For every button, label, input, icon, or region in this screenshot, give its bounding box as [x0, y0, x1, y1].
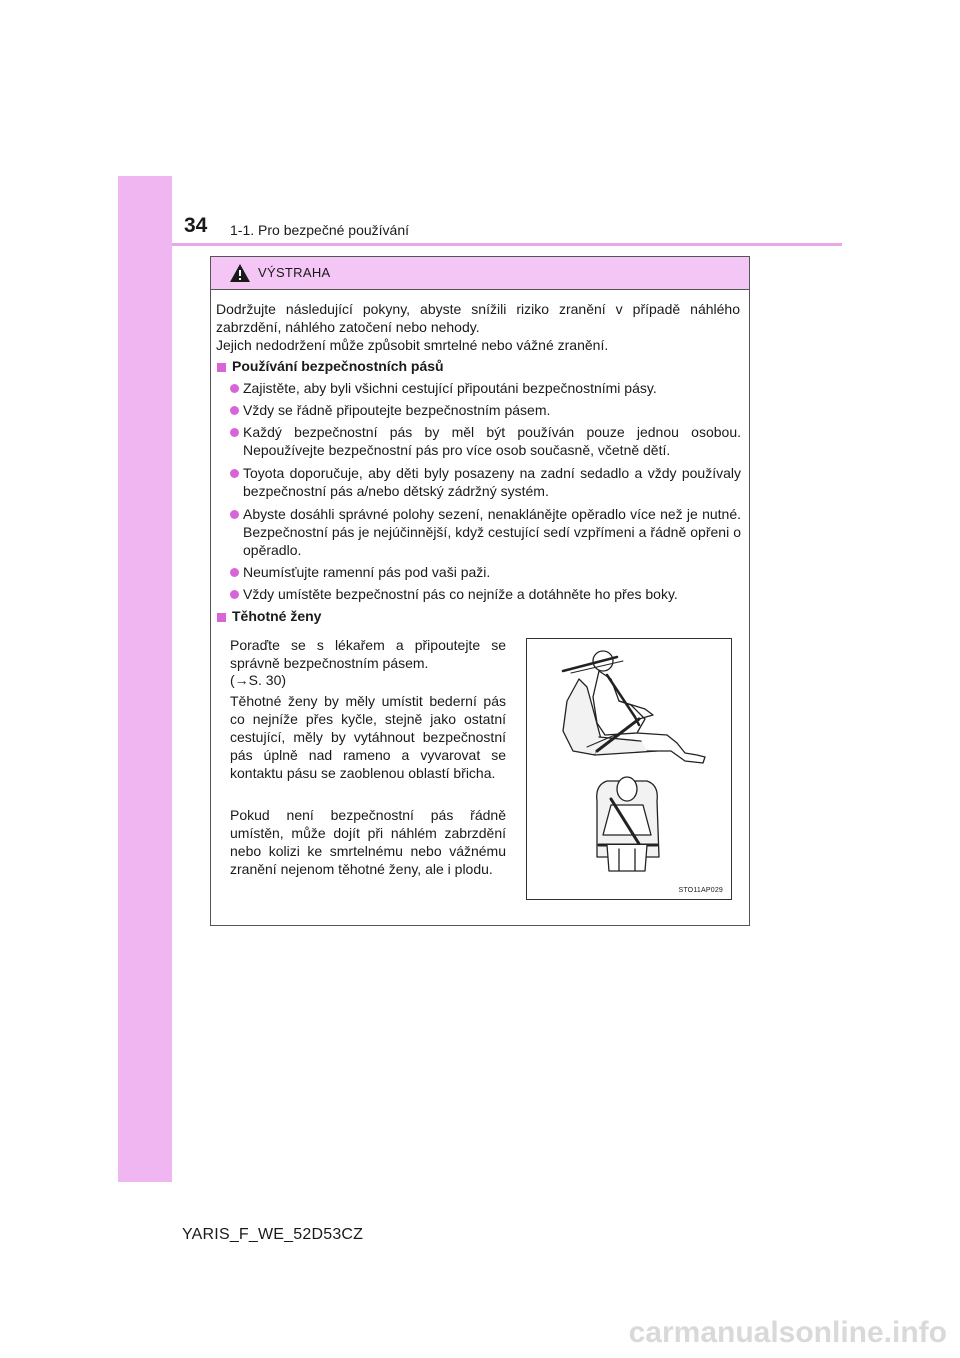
- warning-header: [211, 257, 749, 290]
- pregnant-para-3: Pokud není bezpečnostní pás řádně umístěn, může dojít při náhlém zabrzdění nebo kolizi ke smrtelnému nebo vážnému zranění nejenom těhotné ženy, ale i plodu.: [230, 807, 506, 877]
- warning-intro: Dodržujte následující pokyny, abyste snížili riziko zranění v případě náhlého zabrzdění, náhlého zatočení nebo nehody.: [216, 301, 740, 335]
- bullet-dot: [230, 590, 239, 599]
- warning-title: VÝSTRAHA: [258, 265, 331, 280]
- list-item: Vždy se řádně připoutejte bezpečnostním pásem.: [243, 402, 551, 418]
- bullet-dot: [230, 568, 239, 577]
- illustration-code: STO11AP029: [678, 887, 723, 894]
- watermark-logo: [582, 1312, 952, 1352]
- section-square-bullet: [217, 363, 226, 372]
- model-code: YARIS_F_WE_52D53CZ: [182, 1226, 364, 1243]
- side-color-band: [118, 176, 172, 1182]
- list-item: Abyste dosáhli správné polohy sezení, nenaklánějte opěradlo více než je nutné. Bezpečnostní pás je nejúčinnější, když cestující sedí vzpřímeni a řádně opřeni o opěradlo.: [243, 506, 741, 558]
- section-title: 1-1. Pro bezpečné používání: [230, 222, 410, 238]
- pregnant-seatbelt-illustration: [526, 638, 732, 900]
- bullet-dot: [230, 384, 239, 393]
- warning-intro-2: Jejich nedodržení může způsobit smrtelné nebo vážné zranění.: [216, 337, 609, 353]
- bullet-dot: [230, 510, 239, 519]
- list-item: Toyota doporučuje, aby děti byly posazeny na zadní sedadlo a vždy používaly bezpečnostní pás a/nebo dětský zádržný systém.: [243, 465, 741, 499]
- page-number: 34: [184, 214, 208, 237]
- list-item: Každý bezpečnostní pás by měl být používán pouze jednou osobou. Nepoužívejte bezpečnostní pás pro více osob současně, včetně dětí.: [243, 424, 741, 458]
- list-item: Zajistěte, aby byli všichni cestující připoutáni bezpečnostními pásy.: [243, 380, 657, 396]
- pregnant-woman-drawing: [527, 639, 731, 879]
- section-square-bullet: [217, 613, 226, 622]
- warning-triangle-icon: [229, 263, 251, 283]
- bullet-dot: [230, 428, 239, 437]
- header-rule: [172, 243, 842, 246]
- pregnant-para-2: Těhotné ženy by měly umístit bederní pás co nejníže přes kyčle, stejně jako ostatní cestující, měly by vytáhnout bezpečnostní pás úplně nad rameno a vyvarovat se kontaktu pásu se zaoblenou oblastí břicha.: [230, 693, 506, 781]
- section-heading-pregnant: Těhotné ženy: [232, 608, 322, 624]
- bullet-dot: [230, 406, 239, 415]
- list-item: Neumísťujte ramenní pás pod vaši paži.: [243, 564, 491, 580]
- list-item: Vždy umístěte bezpečnostní pás co nejníže a dotáhněte ho přes boky.: [243, 586, 678, 602]
- pregnant-reference: (→S. 30): [230, 672, 287, 688]
- bullet-dot: [230, 469, 239, 478]
- section-heading-seatbelts: Používání bezpečnostních pásů: [232, 358, 444, 374]
- pregnant-para-1: Poraďte se s lékařem a připoutejte se správně bezpečnostním pásem.: [230, 637, 506, 671]
- svg-text:carmanualsonline.info: carmanualsonline.info: [628, 1316, 947, 1349]
